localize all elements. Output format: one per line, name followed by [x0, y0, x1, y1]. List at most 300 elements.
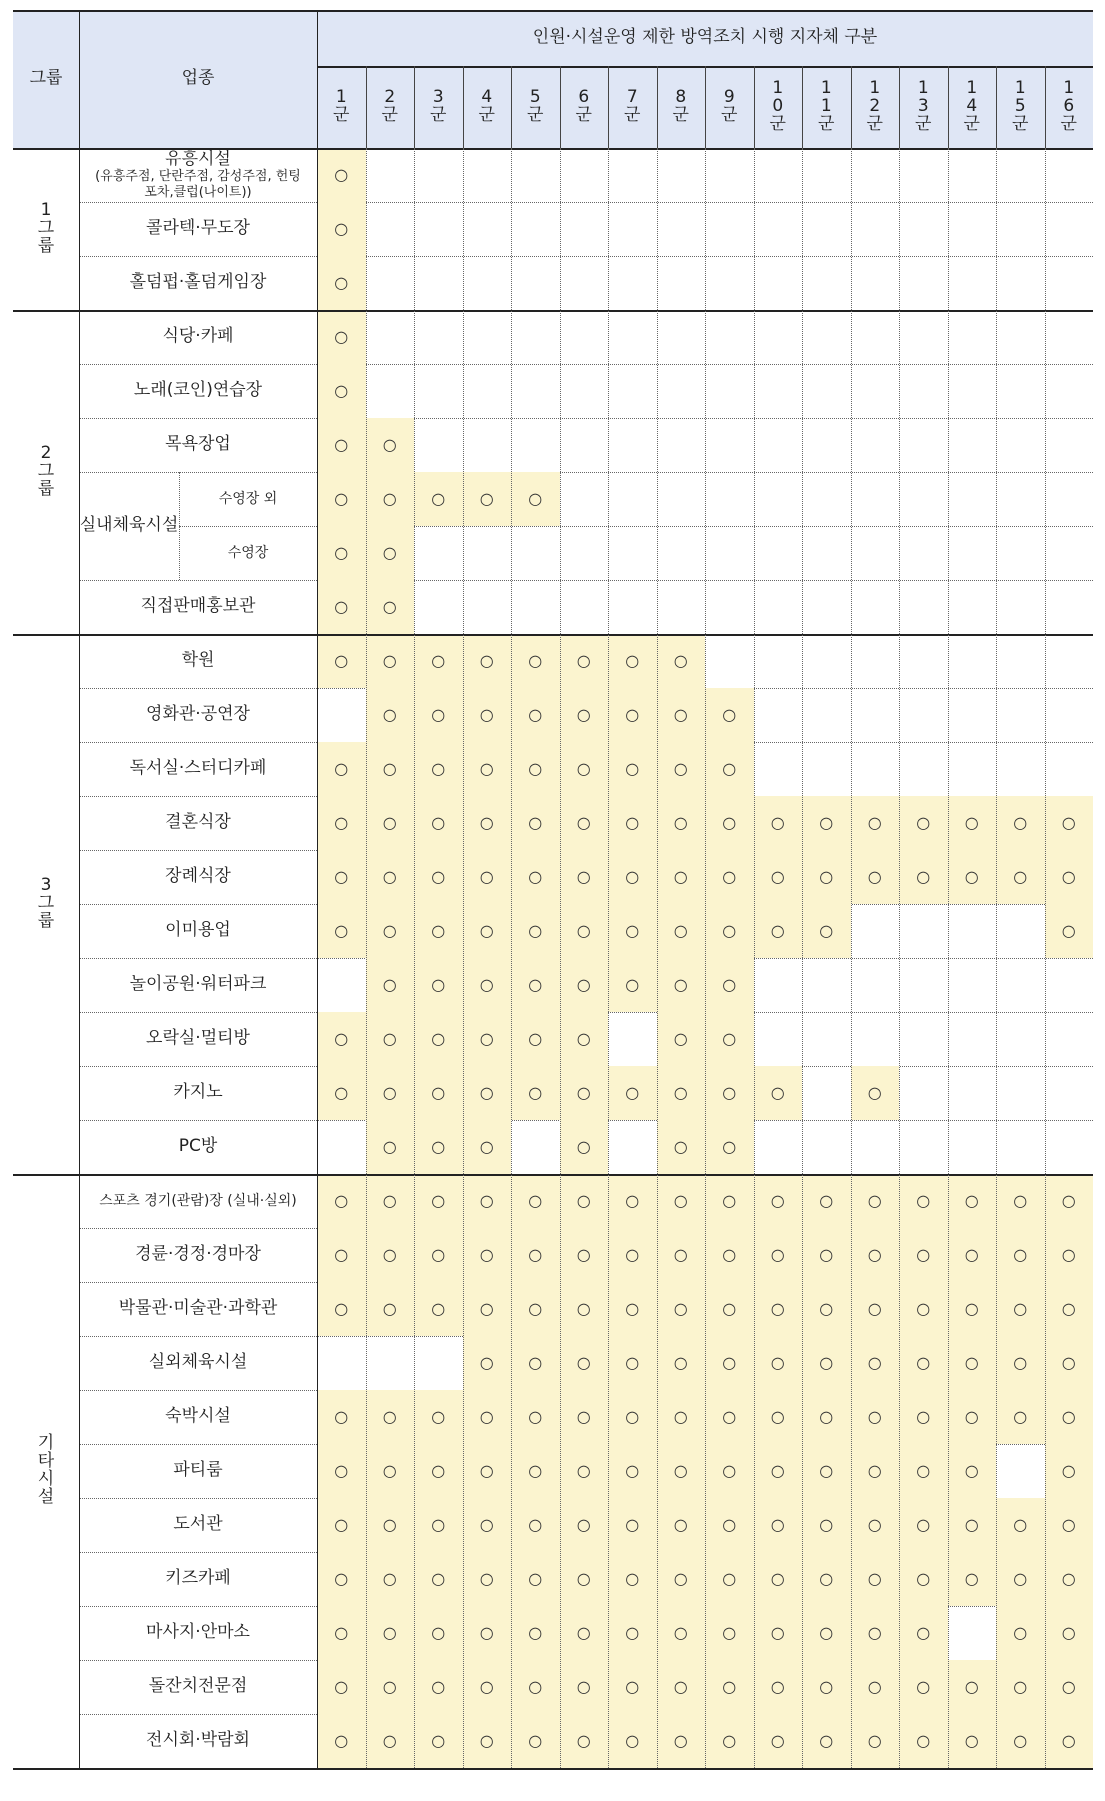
empty-cell: [899, 742, 948, 796]
circle-mark: ○: [382, 1406, 397, 1426]
mark-cell: [317, 796, 366, 850]
mark-cell: [754, 1066, 803, 1120]
mark-cell: [657, 1174, 706, 1228]
industry-name: [79, 202, 317, 256]
circle-mark: ○: [1013, 1568, 1028, 1588]
empty-cell: [608, 1012, 657, 1066]
empty-cell: [705, 364, 754, 418]
circle-mark: ○: [1061, 1514, 1076, 1534]
region-col-divider: [414, 148, 415, 1768]
circle-mark: ○: [770, 920, 785, 940]
circle-mark: ○: [528, 866, 543, 886]
mark-cell: [657, 1660, 706, 1714]
region-header-divider: [414, 66, 415, 148]
mark-cell: [414, 1714, 463, 1768]
mark-cell: [608, 958, 657, 1012]
mark-cell: [608, 1066, 657, 1120]
empty-cell: [366, 1336, 415, 1390]
mark-cell: [996, 850, 1045, 904]
circle-mark: ○: [334, 1514, 349, 1534]
industry-name: [79, 958, 317, 1012]
mark-cell: [414, 1228, 463, 1282]
industry-name: [79, 148, 317, 202]
mark-cell: [366, 1120, 415, 1174]
empty-cell: [463, 580, 512, 634]
mark-cell: [608, 1552, 657, 1606]
empty-cell: [705, 310, 754, 364]
circle-mark: ○: [479, 1028, 494, 1048]
empty-cell: [463, 256, 512, 310]
mark-cell: [463, 688, 512, 742]
circle-mark: ○: [867, 1514, 882, 1534]
circle-mark: ○: [673, 1406, 688, 1426]
mark-cell: [996, 1498, 1045, 1552]
circle-mark: ○: [867, 1622, 882, 1642]
mark-cell: [463, 742, 512, 796]
mark-cell: [511, 742, 560, 796]
mark-cell: [608, 1336, 657, 1390]
mark-cell: [317, 1228, 366, 1282]
empty-cell: [851, 1012, 900, 1066]
circle-mark: ○: [625, 758, 640, 778]
mark-cell: [608, 1390, 657, 1444]
group-border: [13, 1174, 1093, 1176]
circle-mark: ○: [770, 1244, 785, 1264]
empty-cell: [899, 1012, 948, 1066]
circle-mark: ○: [334, 542, 349, 562]
empty-cell: [608, 472, 657, 526]
mark-cell: [608, 850, 657, 904]
industry-label: 마사지·안마소: [146, 1622, 250, 1643]
circle-mark: ○: [819, 1460, 834, 1480]
vertical-label: 8 군: [672, 87, 689, 125]
mark-cell: [317, 1606, 366, 1660]
mark-cell: [366, 904, 415, 958]
industry-name: [79, 1120, 317, 1174]
group-border: [13, 310, 1093, 312]
mark-cell: [1045, 1282, 1094, 1336]
empty-cell: [996, 742, 1045, 796]
empty-cell: [948, 904, 997, 958]
mark-cell: [560, 958, 609, 1012]
mark-cell: [705, 1552, 754, 1606]
empty-cell: [948, 1120, 997, 1174]
circle-mark: ○: [479, 1676, 494, 1696]
circle-mark: ○: [819, 1568, 834, 1588]
mark-cell: [899, 1498, 948, 1552]
empty-cell: [851, 742, 900, 796]
mark-cell: [366, 634, 415, 688]
circle-mark: ○: [431, 1676, 446, 1696]
industry-label: 경륜·경정·경마장: [135, 1244, 261, 1265]
circle-mark: ○: [625, 1082, 640, 1102]
region-header-divider: [560, 66, 561, 148]
empty-cell: [511, 202, 560, 256]
circle-mark: ○: [625, 1568, 640, 1588]
circle-mark: ○: [916, 1622, 931, 1642]
mark-cell: [560, 1012, 609, 1066]
mark-cell: [608, 1174, 657, 1228]
mark-cell: [996, 1714, 1045, 1768]
vertical-label: 5 군: [527, 87, 544, 125]
empty-cell: [560, 580, 609, 634]
industry-name: [79, 310, 317, 364]
mark-cell: [560, 1282, 609, 1336]
empty-cell: [996, 1444, 1045, 1498]
empty-cell: [1045, 256, 1094, 310]
circle-mark: ○: [528, 1082, 543, 1102]
empty-cell: [657, 364, 706, 418]
header-region-7: [608, 66, 657, 148]
circle-mark: ○: [528, 1514, 543, 1534]
mark-cell: [511, 904, 560, 958]
mark-cell: [657, 1390, 706, 1444]
mark-cell: [463, 634, 512, 688]
circle-mark: ○: [382, 1730, 397, 1750]
mark-cell: [414, 1120, 463, 1174]
empty-cell: [657, 202, 706, 256]
vertical-label: 1 6 군: [1060, 78, 1077, 134]
circle-mark: ○: [964, 1730, 979, 1750]
empty-cell: [463, 310, 512, 364]
header-region-11: [802, 66, 851, 148]
circle-mark: ○: [1013, 1190, 1028, 1210]
vertical-label: 1 2 군: [866, 78, 883, 134]
industry-name: [79, 1606, 317, 1660]
mark-cell: [317, 256, 366, 310]
circle-mark: ○: [382, 1190, 397, 1210]
circle-mark: ○: [382, 920, 397, 940]
empty-cell: [608, 202, 657, 256]
mark-cell: [754, 1498, 803, 1552]
mark-cell: [414, 1606, 463, 1660]
circle-mark: ○: [382, 812, 397, 832]
mark-cell: [560, 1228, 609, 1282]
circle-mark: ○: [625, 1352, 640, 1372]
circle-mark: ○: [431, 1190, 446, 1210]
circle-mark: ○: [867, 1190, 882, 1210]
industry-sub: 수영장 외: [218, 490, 278, 507]
mark-cell: [560, 1120, 609, 1174]
circle-mark: ○: [576, 1406, 591, 1426]
circle-mark: ○: [625, 650, 640, 670]
mark-cell: [511, 1012, 560, 1066]
circle-mark: ○: [722, 974, 737, 994]
circle-mark: ○: [382, 704, 397, 724]
mark-cell: [511, 1282, 560, 1336]
circle-mark: ○: [1013, 1244, 1028, 1264]
empty-cell: [414, 1336, 463, 1390]
circle-mark: ○: [479, 812, 494, 832]
mark-cell: [414, 1660, 463, 1714]
mark-cell: [657, 1336, 706, 1390]
empty-cell: [802, 202, 851, 256]
mark-cell: [996, 1174, 1045, 1228]
mark-cell: [366, 1498, 415, 1552]
empty-cell: [899, 580, 948, 634]
industry-name: [79, 850, 317, 904]
circle-mark: ○: [334, 272, 349, 292]
circle-mark: ○: [576, 704, 591, 724]
circle-mark: ○: [1061, 1730, 1076, 1750]
circle-mark: ○: [576, 1298, 591, 1318]
mark-cell: [366, 1552, 415, 1606]
empty-cell: [899, 1066, 948, 1120]
circle-mark: ○: [528, 758, 543, 778]
circle-mark: ○: [964, 1514, 979, 1534]
circle-mark: ○: [673, 1136, 688, 1156]
mark-cell: [802, 1444, 851, 1498]
region-header-divider: [899, 66, 900, 148]
empty-cell: [414, 310, 463, 364]
circle-mark: ○: [770, 1568, 785, 1588]
circle-mark: ○: [479, 1190, 494, 1210]
industry-label: 이미용업: [165, 920, 231, 941]
circle-mark: ○: [722, 1622, 737, 1642]
mark-cell: [1045, 1660, 1094, 1714]
circle-mark: ○: [916, 812, 931, 832]
industry-name: [79, 1012, 317, 1066]
circle-mark: ○: [964, 1406, 979, 1426]
mark-cell: [705, 1228, 754, 1282]
circle-mark: ○: [722, 812, 737, 832]
empty-cell: [851, 580, 900, 634]
mark-cell: [705, 742, 754, 796]
empty-cell: [317, 1336, 366, 1390]
circle-mark: ○: [722, 1244, 737, 1264]
mark-cell: [754, 1282, 803, 1336]
vertical-label: 1 4 군: [963, 78, 980, 134]
circle-mark: ○: [431, 1298, 446, 1318]
mark-cell: [802, 1552, 851, 1606]
mark-cell: [657, 1120, 706, 1174]
circle-mark: ○: [382, 1676, 397, 1696]
mark-cell: [366, 1444, 415, 1498]
circle-mark: ○: [334, 1730, 349, 1750]
empty-cell: [511, 148, 560, 202]
industry-name: [79, 1228, 317, 1282]
circle-mark: ○: [576, 1082, 591, 1102]
circle-mark: ○: [722, 1082, 737, 1102]
mark-cell: [560, 1498, 609, 1552]
empty-cell: [317, 1120, 366, 1174]
circle-mark: ○: [576, 812, 591, 832]
industry-name: [79, 1714, 317, 1768]
empty-cell: [366, 202, 415, 256]
mark-cell: [657, 958, 706, 1012]
circle-mark: ○: [625, 1460, 640, 1480]
mark-cell: [851, 796, 900, 850]
mark-cell: [414, 688, 463, 742]
circle-mark: ○: [382, 1514, 397, 1534]
mark-cell: [463, 1444, 512, 1498]
col-divider-group: [79, 10, 80, 1768]
empty-cell: [1045, 472, 1094, 526]
header-region-13: [899, 66, 948, 148]
mark-cell: [317, 1282, 366, 1336]
mark-cell: [366, 958, 415, 1012]
circle-mark: ○: [1013, 1730, 1028, 1750]
circle-mark: ○: [1061, 1244, 1076, 1264]
circle-mark: ○: [673, 1298, 688, 1318]
empty-cell: [996, 1066, 1045, 1120]
empty-cell: [899, 202, 948, 256]
mark-cell: [802, 1390, 851, 1444]
empty-cell: [948, 418, 997, 472]
mark-cell: [754, 1390, 803, 1444]
circle-mark: ○: [673, 974, 688, 994]
circle-mark: ○: [722, 1676, 737, 1696]
circle-mark: ○: [382, 758, 397, 778]
mark-cell: [705, 688, 754, 742]
circle-mark: ○: [479, 758, 494, 778]
empty-cell: [463, 202, 512, 256]
mark-cell: [657, 1228, 706, 1282]
mark-cell: [657, 634, 706, 688]
circle-mark: ○: [770, 1406, 785, 1426]
mark-cell: [996, 1660, 1045, 1714]
circle-mark: ○: [867, 1730, 882, 1750]
mark-cell: [705, 1174, 754, 1228]
empty-cell: [414, 148, 463, 202]
industry-name: [79, 1444, 317, 1498]
mark-cell: [463, 1012, 512, 1066]
mark-cell: [1045, 1552, 1094, 1606]
circle-mark: ○: [431, 1622, 446, 1642]
circle-mark: ○: [528, 1190, 543, 1210]
circle-mark: ○: [722, 1514, 737, 1534]
empty-cell: [948, 202, 997, 256]
mark-cell: [996, 1228, 1045, 1282]
mark-cell: [851, 1228, 900, 1282]
vertical-label: 1 그 룹: [37, 200, 55, 256]
mark-cell: [511, 1390, 560, 1444]
empty-cell: [657, 418, 706, 472]
mark-cell: [851, 850, 900, 904]
mark-cell: [802, 1714, 851, 1768]
mark-cell: [366, 1282, 415, 1336]
mark-cell: [560, 1336, 609, 1390]
vertical-label: 9 군: [721, 87, 738, 125]
empty-cell: [948, 742, 997, 796]
mark-cell: [802, 904, 851, 958]
mark-cell: [463, 1228, 512, 1282]
circle-mark: ○: [334, 1190, 349, 1210]
mark-cell: [317, 850, 366, 904]
empty-cell: [996, 580, 1045, 634]
circle-mark: ○: [625, 704, 640, 724]
industry-label: 오락실·멀티방: [146, 1028, 250, 1049]
mark-cell: [366, 742, 415, 796]
mark-cell: [802, 1660, 851, 1714]
mark-cell: [705, 1012, 754, 1066]
mark-cell: [705, 904, 754, 958]
industry-sub: 수영장: [227, 544, 269, 561]
circle-mark: ○: [722, 1460, 737, 1480]
empty-cell: [899, 688, 948, 742]
circle-mark: ○: [479, 1136, 494, 1156]
empty-cell: [948, 1606, 997, 1660]
circle-mark: ○: [625, 1190, 640, 1210]
circle-mark: ○: [479, 1730, 494, 1750]
circle-mark: ○: [431, 1568, 446, 1588]
circle-mark: ○: [673, 650, 688, 670]
mark-cell: [705, 1336, 754, 1390]
empty-cell: [802, 148, 851, 202]
circle-mark: ○: [722, 1568, 737, 1588]
circle-mark: ○: [382, 542, 397, 562]
circle-mark: ○: [334, 380, 349, 400]
mark-cell: [317, 148, 366, 202]
empty-cell: [996, 310, 1045, 364]
empty-cell: [754, 1120, 803, 1174]
circle-mark: ○: [431, 1136, 446, 1156]
industry-name: [79, 796, 317, 850]
circle-mark: ○: [576, 1568, 591, 1588]
circle-mark: ○: [431, 758, 446, 778]
circle-mark: ○: [1061, 1190, 1076, 1210]
circle-mark: ○: [479, 974, 494, 994]
mark-cell: [511, 1174, 560, 1228]
empty-cell: [802, 688, 851, 742]
mark-cell: [948, 1390, 997, 1444]
mark-cell: [754, 1228, 803, 1282]
industry-label: 돌잔치전문점: [148, 1676, 248, 1697]
circle-mark: ○: [479, 1406, 494, 1426]
mark-cell: [317, 580, 366, 634]
mark-cell: [754, 1174, 803, 1228]
circle-mark: ○: [576, 1028, 591, 1048]
empty-cell: [996, 688, 1045, 742]
empty-cell: [366, 310, 415, 364]
circle-mark: ○: [334, 218, 349, 238]
mark-cell: [511, 1498, 560, 1552]
circle-mark: ○: [1061, 1622, 1076, 1642]
mark-cell: [851, 1606, 900, 1660]
empty-cell: [705, 634, 754, 688]
empty-cell: [996, 256, 1045, 310]
mark-cell: [414, 1390, 463, 1444]
region-col-divider: [366, 148, 367, 1768]
group-border: [13, 1768, 1093, 1770]
circle-mark: ○: [576, 1730, 591, 1750]
region-header-divider: [657, 66, 658, 148]
mark-cell: [657, 1444, 706, 1498]
circle-mark: ○: [722, 1298, 737, 1318]
mark-cell: [511, 472, 560, 526]
circle-mark: ○: [479, 1568, 494, 1588]
col-divider-industry: [317, 10, 318, 1768]
circle-mark: ○: [1061, 1676, 1076, 1696]
industry-label: 전시회·박람회: [146, 1730, 250, 1751]
empty-cell: [608, 580, 657, 634]
circle-mark: ○: [334, 596, 349, 616]
circle-mark: ○: [1061, 866, 1076, 886]
circle-mark: ○: [673, 1460, 688, 1480]
circle-mark: ○: [819, 1298, 834, 1318]
mark-cell: [657, 1498, 706, 1552]
empty-cell: [1045, 1120, 1094, 1174]
empty-cell: [802, 634, 851, 688]
mark-cell: [1045, 850, 1094, 904]
mark-cell: [899, 850, 948, 904]
circle-mark: ○: [1013, 866, 1028, 886]
circle-mark: ○: [722, 758, 737, 778]
empty-cell: [802, 310, 851, 364]
circle-mark: ○: [1013, 1514, 1028, 1534]
empty-cell: [754, 472, 803, 526]
mark-cell: [511, 1066, 560, 1120]
